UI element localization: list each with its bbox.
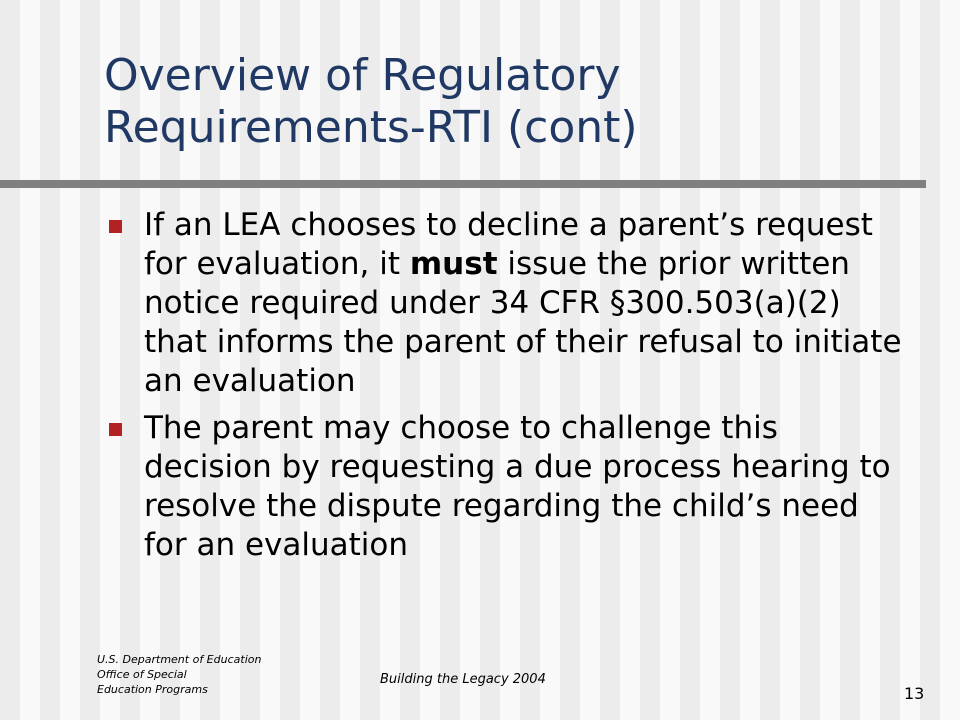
footer-event: Building the Legacy 2004 [380,672,546,687]
bullet-1-emphasis: must [409,246,498,282]
footer-org-line-3: Education Programs [97,683,208,696]
square-bullet-icon [109,220,122,233]
square-bullet-icon [109,423,122,436]
title-line-2: Requirements-RTI (cont) [104,102,638,153]
footer-org-line-1: U.S. Department of Education [97,653,262,666]
slide-title [104,50,924,154]
page-number: 13 [904,684,925,703]
bullet-list [104,206,904,573]
bullet-item-2 [104,409,904,565]
footer-organization [97,652,337,697]
bullet-item-1 [104,206,904,401]
bullet-2-text: The parent may choose to challenge this decision by requesting a due process hearing to resolve the dispute regarding the child’s need for an evaluation [144,410,891,563]
title-line-1: Overview of Regulatory [104,50,621,101]
bullet-1-text-after: issue the prior written notice required under 34 CFR §300.503(a)(2) that informs the parent of their refusal to initiate an evaluation [144,246,902,399]
title-divider [0,180,926,188]
bullet-1-text-before: If an LEA chooses to decline a parent’s request for evaluation, it [144,207,873,282]
footer-org-line-2: Office of Special [97,668,187,681]
